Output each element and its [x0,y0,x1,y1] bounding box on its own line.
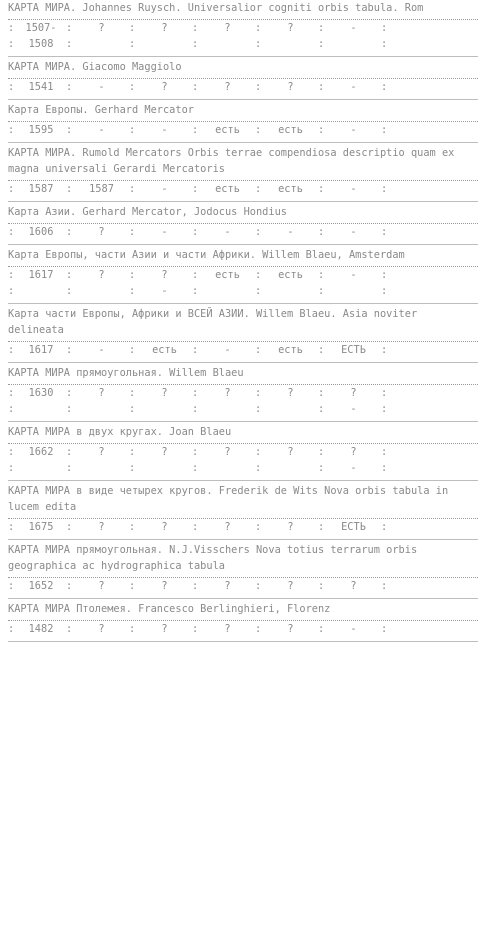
column-separator: : [381,124,388,136]
table-row [8,342,478,358]
entry-rule [8,56,478,57]
entry-title: Карта Европы, части Азии и части Африки. Willem Blaeu, Amsterdam [8,249,405,261]
status-cell: ? [287,22,294,34]
entry-rule [8,142,478,143]
column-separator: : [192,183,199,195]
status-cell [74,36,129,52]
status-cell: есть [278,344,303,356]
status-cell: ? [224,521,231,533]
entry-rule [8,201,478,202]
column-separator: : [129,269,136,281]
column-separator: : [66,226,73,238]
status-cell: ? [98,269,105,281]
column-separator: : [66,285,73,297]
column-separator: : [192,446,199,458]
column-separator: : [318,22,325,34]
status-cell [263,460,318,476]
column-separator: : [129,403,136,415]
table-row [8,122,478,138]
map-entry [8,365,478,422]
status-cell: - [161,285,168,297]
status-cell: - [350,403,357,415]
status-cell [74,460,129,476]
status-cell: ? [98,226,105,238]
status-cell [263,36,318,52]
table-row [8,519,478,535]
status-cell: есть [215,183,240,195]
column-separator: : [8,22,15,34]
column-separator: : [8,269,15,281]
column-separator: : [255,124,262,136]
column-separator: : [381,344,388,356]
column-separator: : [66,344,73,356]
column-separator: : [192,285,199,297]
table-row [8,79,478,95]
column-separator: : [255,226,262,238]
status-cell: - [350,226,357,238]
column-separator: : [381,183,388,195]
table-row [8,578,478,594]
status-cell: ? [287,387,294,399]
status-cell: ? [350,446,357,458]
entry-title: КАРТА МИРА. Giacomo Maggiolo [8,61,182,73]
column-separator: : [8,387,15,399]
column-separator: : [318,344,325,356]
status-cell [137,460,192,476]
column-separator: : [318,462,325,474]
status-cell: - [350,124,357,136]
column-separator: : [381,521,388,533]
entry-rule [8,598,478,599]
column-separator: : [192,22,199,34]
status-cell: - [224,226,231,238]
column-separator: : [255,344,262,356]
column-separator: : [66,81,73,93]
entry-title: КАРТА МИРА. Johannes Ruysch. Universalior cogniti orbis tabula. Rom [8,2,424,14]
column-separator: : [255,403,262,415]
status-cell: - [350,462,357,474]
column-separator: : [66,269,73,281]
map-entry [8,0,478,57]
column-separator: : [255,580,262,592]
status-cell: ? [287,81,294,93]
column-separator: : [318,387,325,399]
column-separator: : [8,403,15,415]
status-cell: 1587 [89,183,114,195]
status-cell: ? [161,521,168,533]
column-separator: : [255,81,262,93]
entry-title: КАРТА МИРА. Rumold Mercators Orbis terrae compendiosa descriptio quam ex magna universali Gerardi Mercatoris [8,147,461,175]
status-cell: - [350,269,357,281]
status-cell: ? [161,446,168,458]
map-entry [8,59,478,100]
table-row [8,401,478,417]
year-cell: 1507- [25,22,57,34]
status-cell: - [161,226,168,238]
column-separator: : [129,285,136,297]
column-separator: : [255,462,262,474]
table-row [8,36,478,52]
status-cell: ? [98,521,105,533]
column-separator: : [66,446,73,458]
status-cell: ? [161,623,168,635]
status-cell [326,283,381,299]
column-separator: : [381,285,388,297]
table-row [8,621,478,637]
column-separator: : [129,521,136,533]
column-separator: : [192,344,199,356]
status-cell [74,401,129,417]
entry-title: КАРТА МИРА в двух кругах. Joan Blaeu [8,426,232,438]
status-cell: ? [287,446,294,458]
status-cell [74,283,129,299]
entry-title: КАРТА МИРА в виде четырех кругов. Frederik de Wits Nova orbis tabula in lucem edita [8,485,455,513]
status-cell: - [224,344,231,356]
column-separator: : [192,124,199,136]
status-cell: ? [224,387,231,399]
column-separator: : [255,183,262,195]
status-cell: - [98,81,105,93]
status-cell: ? [224,446,231,458]
status-cell: ? [287,580,294,592]
column-separator: : [129,124,136,136]
column-separator: : [66,580,73,592]
status-cell: - [287,226,294,238]
year-cell: 1508 [28,38,54,50]
status-cell: ? [287,521,294,533]
column-separator: : [381,462,388,474]
entry-rule [8,480,478,481]
column-separator: : [129,183,136,195]
column-separator: : [192,38,199,50]
column-separator: : [318,183,325,195]
status-cell: - [161,124,168,136]
column-separator: : [129,226,136,238]
column-separator: : [192,81,199,93]
year-cell [16,401,66,417]
column-separator: : [66,387,73,399]
year-cell: 1595 [28,124,54,136]
column-separator: : [318,285,325,297]
status-cell: - [350,22,357,34]
map-entry [8,102,478,143]
entry-title: Карта Европы. Gerhard Mercator [8,104,194,116]
column-separator: : [255,285,262,297]
year-cell: 1630 [28,387,54,399]
column-separator: : [8,38,15,50]
column-separator: : [66,183,73,195]
year-cell: 1587 [28,183,54,195]
column-separator: : [255,38,262,50]
year-cell: 1675 [28,521,54,533]
status-cell: - [350,183,357,195]
status-cell: ? [98,580,105,592]
column-separator: : [318,226,325,238]
column-separator: : [8,285,15,297]
status-cell: ЕСТЬ [341,344,366,356]
map-entry [8,542,478,599]
year-cell: 1606 [28,226,54,238]
column-separator: : [381,269,388,281]
year-cell [16,460,66,476]
column-separator: : [318,580,325,592]
column-separator: : [8,446,15,458]
entry-title: Карта части Европы, Африки и ВСЕЙ АЗИИ. Willem Blaeu. Asia noviter delineata [8,308,424,336]
column-separator: : [192,403,199,415]
status-cell: ? [98,623,105,635]
status-cell: - [161,183,168,195]
column-separator: : [66,38,73,50]
column-separator: : [255,387,262,399]
year-cell: 1652 [28,580,54,592]
table-row [8,460,478,476]
entry-title: Карта Азии. Gerhard Mercator, Jodocus Hondius [8,206,287,218]
status-cell: есть [278,124,303,136]
entry-title: КАРТА МИРА прямоугольная. N.J.Visschers Nova totius terrarum orbis geographica ac hydrographica tabula [8,544,424,572]
status-cell: ЕСТЬ [341,521,366,533]
column-separator: : [66,403,73,415]
column-separator: : [66,22,73,34]
column-separator: : [129,344,136,356]
column-separator: : [318,521,325,533]
year-cell: 1541 [28,81,54,93]
status-cell [263,401,318,417]
year-cell [16,283,66,299]
column-separator: : [255,269,262,281]
table-row [8,181,478,197]
entry-title: КАРТА МИРА Птолемея. Francesco Berlinghieri, Florenz [8,603,331,615]
column-separator: : [66,521,73,533]
column-separator: : [381,403,388,415]
entry-rule [8,362,478,363]
column-separator: : [8,81,15,93]
column-separator: : [381,446,388,458]
status-cell: ? [224,22,231,34]
status-cell [137,36,192,52]
map-entry [8,247,478,304]
status-cell: ? [161,22,168,34]
column-separator: : [66,124,73,136]
year-cell: 1617 [28,344,54,356]
column-separator: : [8,623,15,635]
status-cell: есть [278,269,303,281]
status-cell: есть [152,344,177,356]
map-entry [8,424,478,481]
table-row [8,267,478,283]
status-cell: - [98,124,105,136]
status-cell: есть [215,269,240,281]
column-separator: : [318,81,325,93]
map-entry [8,145,478,202]
table-row [8,444,478,460]
column-separator: : [381,38,388,50]
column-separator: : [318,403,325,415]
column-separator: : [129,580,136,592]
column-separator: : [381,580,388,592]
status-cell [137,401,192,417]
column-separator: : [255,446,262,458]
status-cell [326,36,381,52]
column-separator: : [8,124,15,136]
column-separator: : [129,22,136,34]
status-cell: - [350,81,357,93]
table-row [8,20,478,36]
map-entry [8,483,478,540]
year-cell: 1617 [28,269,54,281]
column-separator: : [318,38,325,50]
status-cell [200,36,255,52]
status-cell: ? [161,580,168,592]
column-separator: : [255,623,262,635]
map-entry [8,601,478,642]
column-separator: : [129,81,136,93]
column-separator: : [318,623,325,635]
table-row [8,385,478,401]
table-row [8,283,478,299]
map-entry [8,306,478,363]
status-cell [263,283,318,299]
column-separator: : [129,462,136,474]
column-separator: : [318,124,325,136]
status-cell: есть [278,183,303,195]
status-cell: ? [224,580,231,592]
column-separator: : [66,623,73,635]
entry-rule [8,303,478,304]
column-separator: : [192,226,199,238]
status-cell: - [98,344,105,356]
map-entry [8,204,478,245]
year-cell: 1482 [28,623,54,635]
status-cell: есть [215,124,240,136]
column-separator: : [192,269,199,281]
status-cell [200,460,255,476]
column-separator: : [318,446,325,458]
status-cell: ? [224,81,231,93]
table-row [8,224,478,240]
column-separator: : [255,521,262,533]
status-cell: - [350,623,357,635]
column-separator: : [129,38,136,50]
column-separator: : [255,22,262,34]
column-separator: : [8,462,15,474]
column-separator: : [381,22,388,34]
column-separator: : [318,269,325,281]
status-cell: ? [350,580,357,592]
column-separator: : [8,183,15,195]
entry-rule [8,99,478,100]
entry-rule [8,244,478,245]
column-separator: : [129,623,136,635]
status-cell [200,283,255,299]
column-separator: : [8,521,15,533]
column-separator: : [381,387,388,399]
year-cell: 1662 [28,446,54,458]
column-separator: : [192,580,199,592]
status-cell: ? [98,387,105,399]
column-separator: : [8,226,15,238]
column-separator: : [192,387,199,399]
status-cell [200,401,255,417]
entry-rule [8,641,478,642]
entry-rule [8,421,478,422]
column-separator: : [381,81,388,93]
status-cell: ? [161,81,168,93]
entry-title: КАРТА МИРА прямоугольная. Willem Blaeu [8,367,244,379]
column-separator: : [8,580,15,592]
status-cell: ? [161,387,168,399]
column-separator: : [66,462,73,474]
column-separator: : [192,462,199,474]
status-cell: ? [98,22,105,34]
status-cell: ? [98,446,105,458]
status-cell: ? [161,269,168,281]
column-separator: : [381,226,388,238]
column-separator: : [192,623,199,635]
status-cell: ? [224,623,231,635]
column-separator: : [192,521,199,533]
column-separator: : [129,387,136,399]
column-separator: : [129,446,136,458]
column-separator: : [381,623,388,635]
column-separator: : [8,344,15,356]
entry-rule [8,539,478,540]
status-cell: ? [350,387,357,399]
status-cell: ? [287,623,294,635]
